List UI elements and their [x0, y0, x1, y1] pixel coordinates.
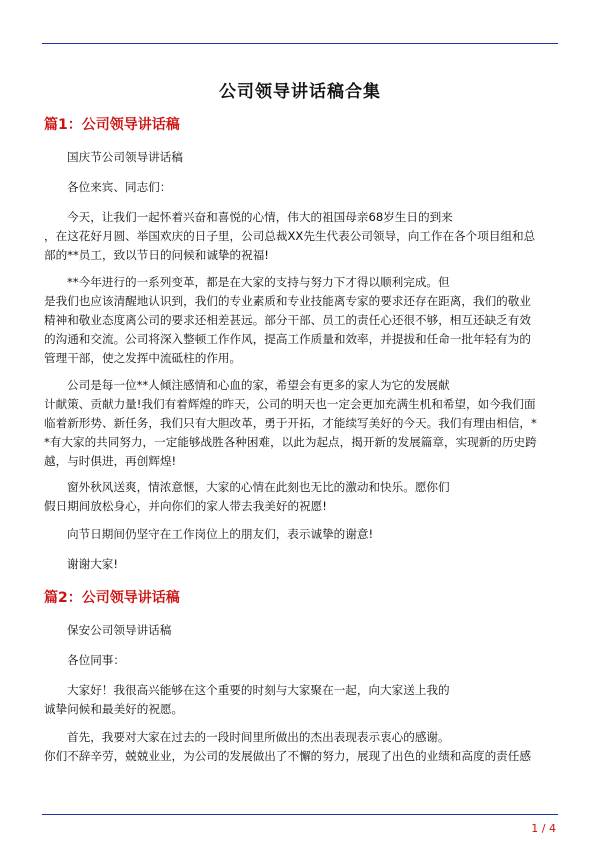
paragraph: 公司是每一位**人倾注感情和心血的家，希望会有更多的家人为它的发展献 计献策、贡献力量!我们有着辉煌的昨天，公司的明天也一定会更加充满生机和希望，如今我们面 临着新形势、新任务，我们只有大胆改革，勇于开拓，才能续写美好的今天。我们有理由相信，* *有大家的共同努力，一定能够战胜各种困难，以此为起点，揭开新的发展篇章，实现新的历史跨 越，与时俱进，再创辉煌!	[44, 378, 537, 468]
paragraph: 向节日期间仍坚守在工作岗位上的朋友们，表示诚挚的谢意!	[67, 527, 374, 541]
paragraph: 大家好！我很高兴能够在这个重要的时刻与大家聚在一起，向大家送上我的 诚挚问候和最美好的祝愿。	[44, 683, 450, 716]
paragraph: 各位同事：	[67, 653, 125, 667]
paragraph: **今年进行的一系列变革，都是在大家的支持与努力下才得以顺利完成。但 是我们也应该清醒地认识到，我们的专业素质和专业技能离专家的要求还存在距离，我们的敬业 精神和敬业态度离公司的要求还相差甚远。部分干部、员工的责任心还很不够，相互还缺乏有效 的沟通和交流。公司将深入整顿工作作风，提高工作质量和效率，并提拔和任命一批年轻有为的 管理干部，使之发挥中流砥柱的作用。	[44, 275, 531, 365]
page-number: 1 / 4	[531, 822, 556, 835]
footer-rule	[42, 814, 558, 815]
paragraph: 谢谢大家!	[67, 557, 119, 571]
section-1-heading: 篇1：公司领导讲话稿	[44, 117, 180, 133]
paragraph: 各位来宾、同志们：	[67, 180, 172, 194]
paragraph: 保安公司领导讲话稿	[67, 623, 172, 637]
paragraph: 国庆节公司领导讲话稿	[67, 150, 183, 164]
paragraph: 今天，让我们一起怀着兴奋和喜悦的心情，伟大的祖国母亲68岁生日的到来 ，在这花好月圆、举国欢庆的日子里，公司总裁XX先生代表公司领导，向工作在各个项目组和总 部的**员工，致以节日的问候和诚挚的祝福!	[44, 210, 536, 262]
header-rule	[42, 43, 558, 44]
document-title: 公司领导讲话稿合集	[219, 82, 381, 102]
paragraph: 首先，我要对大家在过去的一段时间里所做出的杰出表现表示衷心的感谢。 你们不辞辛劳，兢兢业业，为公司的发展做出了不懈的努力，展现了出色的业绩和高度的责任感	[44, 730, 531, 763]
paragraph: 窗外秋风送爽，情浓意惬，大家的心情在此刻也无比的激动和快乐。愿你们 假日期间放松身心，并向你们的家人带去我美好的祝愿!	[44, 480, 450, 513]
section-2-heading: 篇2：公司领导讲话稿	[44, 590, 180, 606]
